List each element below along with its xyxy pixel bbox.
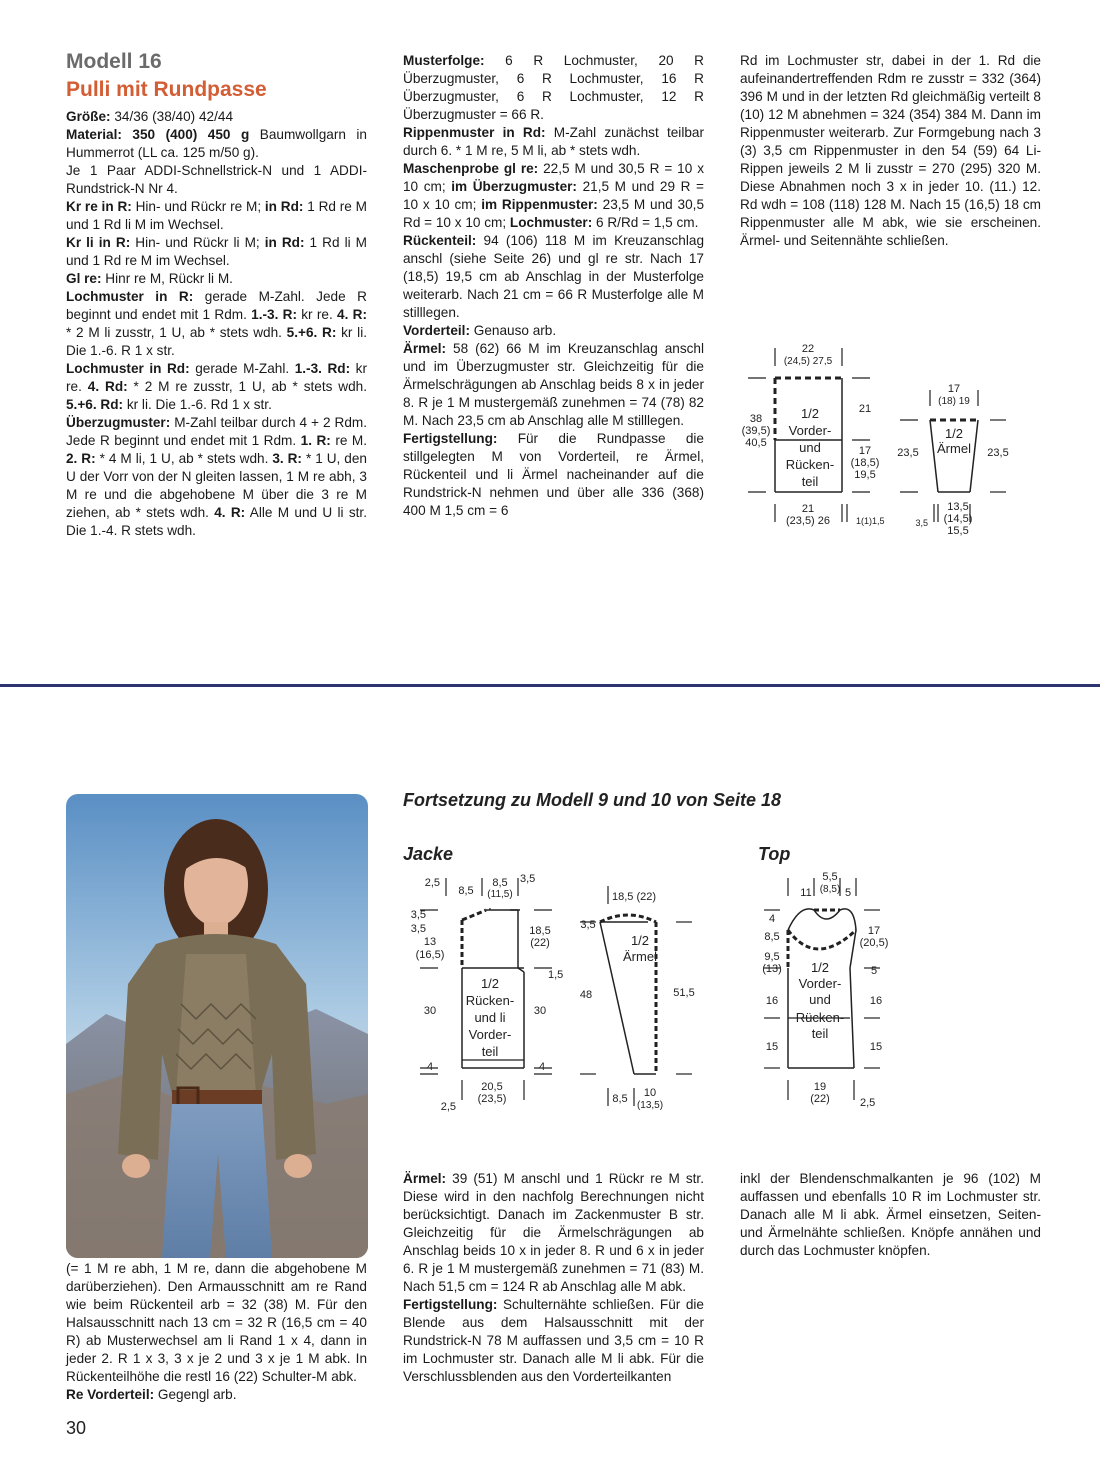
paragraph xyxy=(403,1170,704,1296)
page-number: 30 xyxy=(66,1418,87,1438)
t-dim-5-right: 5 xyxy=(870,965,878,977)
paragraph xyxy=(403,340,704,430)
t-dim-17: 17 xyxy=(867,925,881,937)
text-run: 34/36 (38/40) 42/44 xyxy=(110,109,233,124)
paragraph xyxy=(66,198,367,234)
dim-bottom-width: 21 xyxy=(801,503,815,515)
dim-top-width: 22 xyxy=(801,343,815,355)
paragraph xyxy=(403,322,704,340)
text-run: kr re. xyxy=(296,307,338,322)
text-run: (= 1 M re abh, 1 M re, dann die abgehobene M darüberziehen). Den Armausschnitt am re Rand wie beim Rückenteil arb = 32 (38) M. Für den Halsausschnitt nach 13 cm = 32 R (16,5 cm = 40 R) ab Musterwechsel am li Rand 1 x 4, dann in jeder 2. R 1 x 3, 3 x je 2 und 3 x je 1 M abk. In Rückenteilhöhe die restl 16 (22) Schulter-M abk. xyxy=(66,1261,367,1384)
text-column-2-top xyxy=(403,52,704,520)
text-run: 1 Rd re M und 1 Rd li M im Wechsel. xyxy=(66,199,367,232)
text-run: 1 Rd li M und 1 Rd re M im Wechsel. xyxy=(66,235,367,268)
j-dim-35b: 3,5 xyxy=(410,923,426,935)
sleeve-top-1: 17 xyxy=(947,383,961,395)
text-run: 6 R Lochmuster, 20 R Überzugmuster, 6 R Lochmuster, 16 R Überzugmuster, 6 R Lochmuster, 12 R Überzugmuster = 66 R. xyxy=(403,53,704,122)
j-sleeve-85: 8,5 xyxy=(612,1093,628,1105)
sleeve-small: 3,5 xyxy=(915,518,928,528)
paragraph xyxy=(403,232,704,322)
t-label-4: Rücken- xyxy=(795,1010,845,1025)
bold-term: Überzugmuster: xyxy=(66,415,171,430)
paragraph xyxy=(66,162,367,198)
bold-term: Material: 350 (400) 450 g xyxy=(66,127,250,142)
bold-term: 1.-3. R: xyxy=(251,307,297,322)
text-run: Gegengl arb. xyxy=(154,1387,237,1402)
sleeve-bottom-1: 13,5 xyxy=(947,501,969,513)
sleeve-right: 23,5 xyxy=(987,447,1009,459)
paragraph xyxy=(403,160,704,232)
t-dim-85: 8,5 xyxy=(764,931,780,943)
bold-term: Rippenmuster in Rd: xyxy=(403,125,546,140)
text-run: 39 (51) M anschl und 1 Rückr re M str. Diese wird in den nachfolg Berechnungen nicht berücksichtigt. Danach im Zackenmuster B str. Gleichzeitig für die Ärmelschrägungen ab Anschlag beids 10 x in jeder 8. R und 6 x in jeder 6. R je 1 M mustergemäß zunehmen = 71 (83) M. Nach 51,5 cm = 124 R ab Anschlag alle M abk. xyxy=(403,1171,704,1294)
j-label-5: teil xyxy=(481,1044,499,1059)
t-dim-95: 9,5 xyxy=(764,951,780,963)
bold-term: Musterfolge: xyxy=(403,53,485,68)
paragraph xyxy=(403,1296,704,1386)
text-column-3-bottom xyxy=(740,1170,1041,1260)
j-dim-85b: 8,5 xyxy=(492,877,508,889)
j-sleeve-10: 10 xyxy=(643,1087,657,1099)
text-run: Hinr re M, Rückr li M. xyxy=(101,271,233,286)
j-dim-13: 13 xyxy=(423,936,437,948)
j-dim-25-bottom: 2,5 xyxy=(440,1101,456,1113)
j-sleeve-135: (13,5) xyxy=(636,1100,664,1111)
bold-term: Vorderteil: xyxy=(403,323,470,338)
top-schematic xyxy=(756,868,916,1118)
bold-term: in Rd: xyxy=(264,235,305,250)
bold-term: 5.+6. R: xyxy=(286,325,337,340)
t-dim-19: 19 xyxy=(813,1081,827,1093)
bold-term: Ärmel: xyxy=(403,1171,447,1186)
bold-term: Fertigstellung: xyxy=(403,431,498,446)
j-dim-165: (16,5) xyxy=(415,949,445,961)
bold-term: 4. R: xyxy=(337,307,367,322)
text-run: gerade M-Zahl. Jede R beginnt und endet mit 1 Rdm. xyxy=(66,289,367,322)
text-run: * 4 M li, 1 U, ab * stets wdh. xyxy=(95,451,273,466)
bold-term: Ärmel: xyxy=(403,341,447,356)
paragraph xyxy=(403,124,704,160)
paragraph xyxy=(66,414,367,540)
j-label-2: Rücken- xyxy=(465,993,515,1008)
j-dim-30-left: 30 xyxy=(423,1005,437,1017)
sleeve-bottom-2: (14,5) xyxy=(943,513,973,525)
sleeve-label-1: 1/2 xyxy=(944,426,964,441)
paragraph xyxy=(66,1386,367,1404)
text-run: * 2 M re zusstr, 1 U, ab * stets wdh. xyxy=(127,379,368,394)
t-label-5: teil xyxy=(811,1026,829,1041)
j-sleeve-top: 18,5 (22) xyxy=(612,891,657,903)
dim-left-1: 38 xyxy=(749,413,763,425)
text-run: Alle M und U li str. Die 1.-4. R stets wdh. xyxy=(66,505,367,538)
j-dim-4-left: 4 xyxy=(426,1061,434,1073)
text-run: 21,5 M und 29 R = 10 x 10 cm; xyxy=(403,179,704,212)
t-dim-13: (13) xyxy=(762,963,782,975)
dim-left-3: 40,5 xyxy=(745,437,767,449)
text-column-1-top xyxy=(66,108,367,540)
text-run: inkl der Blendenschmalkanten je 96 (102) M auffassen und ebenfalls 10 R im Lochmuster str. Danach alle M li abk. Ärmel einsetzen, Seiten- und Ärmelnähte schließen. Knöpfe annähen und durch das Lochmuster knöpfen. xyxy=(740,1171,1041,1258)
dim-top-width-sizes: (24,5) 27,5 xyxy=(783,356,833,367)
j-dim-85: 8,5 xyxy=(458,885,474,897)
dim-right-lower-1: 17 xyxy=(858,445,872,457)
text-column-1-bottom xyxy=(66,1260,367,1404)
bold-term: 5.+6. Rd: xyxy=(66,397,124,412)
text-column-3-top xyxy=(740,52,1041,250)
paragraph xyxy=(66,360,367,414)
j-label-3: und li xyxy=(474,1010,506,1025)
j-label-1: 1/2 xyxy=(480,976,500,991)
sleeve-top-2: (18) 19 xyxy=(938,396,970,407)
text-run: 23,5 M und 30,5 Rd = 10 x 10 cm; xyxy=(403,197,704,230)
pulli-schematic xyxy=(740,340,1040,540)
text-run: Schulternähte schließen. Für die Blende aus dem Halsausschnitt mit der Rundstrick-N 78 M auffassen und 3,5 cm = 10 R im Lochmuster str. Danach alle M li abk. Für die Verschlussblenden aus den Vorderteilkanten xyxy=(403,1297,704,1384)
t-dim-15-left: 15 xyxy=(765,1041,779,1053)
model-title: Pulli mit Rundpasse xyxy=(66,78,267,101)
paragraph xyxy=(66,270,367,288)
j-dim-185: 18,5 xyxy=(529,925,551,937)
text-run: Je 1 Paar ADDI-Schnellstrick-N und 1 ADDI-Rundstrick-N Nr 4. xyxy=(66,163,367,196)
bold-term: 1. R: xyxy=(300,433,331,448)
text-run: kr re. xyxy=(66,361,367,394)
j-dim-235: (23,5) xyxy=(477,1093,507,1105)
dim-bottom-small: 1(1)1,5 xyxy=(856,516,885,526)
j-dim-25: 2,5 xyxy=(424,877,440,889)
paragraph xyxy=(66,126,367,162)
text-run: kr li. Die 1.-6. R 1 x str. xyxy=(66,325,368,358)
j-sleeve-label-1: 1/2 xyxy=(630,933,650,948)
bold-term: Lochmuster in Rd: xyxy=(66,361,190,376)
text-run: Baumwollgarn in Hummerrot (LL ca. 125 m/50 g). xyxy=(66,127,367,160)
bold-term: 2. R: xyxy=(66,451,96,466)
t-dim-22: (22) xyxy=(810,1093,830,1105)
jacke-schematic xyxy=(400,868,710,1118)
model-photo xyxy=(66,794,368,1258)
bold-term: Kr re in R: xyxy=(66,199,132,214)
t-dim-25: 2,5 xyxy=(860,1097,876,1109)
t-dim-4: 4 xyxy=(768,913,776,925)
t-dim-11: 11 xyxy=(800,887,812,899)
t-dim-16-left: 16 xyxy=(765,995,779,1007)
bold-term: Größe: xyxy=(66,109,111,124)
j-dim-4-right: 4 xyxy=(538,1061,546,1073)
sleeve-left: 23,5 xyxy=(897,447,919,459)
bold-term: Gl re: xyxy=(66,271,102,286)
j-dim-35-top: 3,5 xyxy=(520,873,536,885)
t-dim-16-right: 16 xyxy=(869,995,883,1007)
label-vorder: Vorder- xyxy=(788,423,832,438)
dim-right-lower-3: 19,5 xyxy=(854,469,876,481)
j-sleeve-label-2: Ärmel xyxy=(623,949,657,964)
text-run: re M. xyxy=(330,433,367,448)
text-run: 6 R/Rd = 1,5 cm. xyxy=(592,215,699,230)
model-number: Modell 16 xyxy=(66,50,162,73)
paragraph xyxy=(66,234,367,270)
bold-term: Lochmuster: xyxy=(509,215,593,230)
j-dim-35a: 3,5 xyxy=(410,909,426,921)
j-dim-115: (11,5) xyxy=(487,889,513,900)
dim-right-lower-2: (18,5) xyxy=(850,457,880,469)
continuation-title: Fortsetzung zu Modell 9 und 10 von Seite 18 xyxy=(403,790,782,810)
sleeve-bottom-3: 15,5 xyxy=(947,525,969,537)
text-run: * 2 M li zusstr, 1 U, ab * stets wdh. xyxy=(66,325,287,340)
t-dim-205: (20,5) xyxy=(859,937,889,949)
sleeve-label-2: Ärmel xyxy=(937,441,971,456)
bold-term: Fertigstellung: xyxy=(403,1297,498,1312)
section-divider xyxy=(0,684,1100,687)
bold-term: Kr li in R: xyxy=(66,235,131,250)
text-run: Hin- und Rückr li M; xyxy=(130,235,265,250)
text-run: 22,5 M und 30,5 R = 10 x 10 cm; xyxy=(403,161,704,194)
text-run: 94 (106) 118 M im Kreuzanschlag anschl (siehe Seite 26) und gl re str. Nach 17 (18,5) 19,5 cm ab Anschlag in der Musterfolge weiterarb. Nach 21 cm = 66 R Musterfolge alle M stilllegen. xyxy=(403,233,704,320)
text-run: * 1 U, den U der Vorr von der N gleiten lassen, 1 M re abh, 3 M re und die abgehobene M über die 3 re M ziehen, ab * stets wdh. xyxy=(66,451,367,520)
paragraph xyxy=(403,430,704,520)
j-dim-22: (22) xyxy=(530,937,550,949)
t-dim-85-sizes: (8,5) xyxy=(819,884,841,895)
text-run: 58 (62) 66 M im Kreuzanschlag anschl und im Überzugmuster str. Gleichzeitig für die Ärmelschrägungen ab Anschlag beids 8 x in jeder 8. R je 1 M mustergemäß zunehmen = 74 (78) 82 M. Nach 23,5 cm ab Anschlag alle M stilllegen. xyxy=(403,341,704,428)
dim-bottom-width-sizes: (23,5) 26 xyxy=(785,515,831,527)
bold-term: im Überzugmuster: xyxy=(451,179,577,194)
j-label-4: Vorder- xyxy=(468,1027,512,1042)
text-column-2-bottom xyxy=(403,1170,704,1386)
t-label-2: Vorder- xyxy=(798,976,842,991)
j-dim-30-right: 30 xyxy=(533,1005,547,1017)
j-dim-15: 1,5 xyxy=(548,969,564,981)
t-dim-5-top: 5 xyxy=(844,887,852,899)
text-run: Rd im Lochmuster str, dabei in der 1. Rd die aufeinandertreffenden Rdm re zusstr = 332 (364) 396 M und in der letzten Rd gleichmäßig verteilt 8 (10) 12 M abnehmen = 324 (354) 384 M. Dann im Rippenmuster weiterarb. Zur Formgebung nach 3 (3) 3,5 cm Rippenmuster in den 54 (59) 64 Li-Rippen jeweils 2 M li zusstr = 270 (295) 320 M. Diese Abnahmen noch 3 x in jeder 10. (11.) 12. Rd wdh = 108 (118) 128 M. Nach 15 (16,5) 18 cm Rippenmuster alle M abk, wie sie erscheinen. Ärmel- und Seitennähte schließen. xyxy=(740,53,1041,248)
j-sleeve-35: 3,5 xyxy=(580,919,596,931)
text-run: M-Zahl teilbar durch 4 + 2 Rdm. Jede R beginnt und endet mit 1 Rdm. xyxy=(66,415,367,448)
bold-term: Maschenprobe gl re: xyxy=(403,161,539,176)
paragraph xyxy=(403,52,704,124)
dim-right-upper: 21 xyxy=(858,403,872,415)
bold-term: Rückenteil: xyxy=(403,233,477,248)
bold-term: 1.-3. Rd: xyxy=(294,361,351,376)
paragraph xyxy=(740,1170,1041,1260)
paragraph xyxy=(66,1260,367,1386)
paragraph xyxy=(66,108,367,126)
t-dim-15-right: 15 xyxy=(869,1041,883,1053)
bold-term: Re Vorderteil: xyxy=(66,1387,155,1402)
text-run: Für die Rundpasse die stillgelegten M von Vorderteil, re Ärmel, Rückenteil und li Ärmel nacheinander auf die Rundstrick-N nehmen und über alle 336 (368) 400 M 1,5 cm = 6 xyxy=(403,431,704,518)
t-label-1: 1/2 xyxy=(810,960,830,975)
label-1-2: 1/2 xyxy=(800,406,820,421)
top-title: Top xyxy=(758,844,791,864)
j-sleeve-515: 51,5 xyxy=(673,987,695,999)
text-run: kr li. Die 1.-6. Rd 1 x str. xyxy=(123,397,272,412)
text-run: gerade M-Zahl. xyxy=(189,361,295,376)
bold-term: Lochmuster in R: xyxy=(66,289,194,304)
paragraph xyxy=(740,52,1041,250)
label-teil: teil xyxy=(801,474,819,489)
bold-term: 4. R: xyxy=(214,505,246,520)
t-label-3: und xyxy=(809,992,831,1007)
paragraph xyxy=(66,288,367,360)
text-run: Genauso arb. xyxy=(469,323,557,338)
j-sleeve-48: 48 xyxy=(579,989,593,1001)
j-dim-205: 20,5 xyxy=(481,1081,503,1093)
text-run: M-Zahl zunächst teilbar durch 6. * 1 M re, 5 M li, ab * stets wdh. xyxy=(403,125,704,158)
text-run: Hin- und Rückr re M; xyxy=(131,199,265,214)
jacke-title: Jacke xyxy=(403,844,454,864)
dim-left-2: (39,5) xyxy=(741,425,771,437)
bold-term: 4. Rd: xyxy=(87,379,128,394)
bold-term: im Rippenmuster: xyxy=(481,197,598,212)
label-ruecken: Rücken- xyxy=(785,457,835,472)
label-und: und xyxy=(799,440,821,455)
bold-term: in Rd: xyxy=(264,199,304,214)
bold-term: 3. R: xyxy=(272,451,302,466)
t-dim-55: 5,5 xyxy=(822,871,838,883)
